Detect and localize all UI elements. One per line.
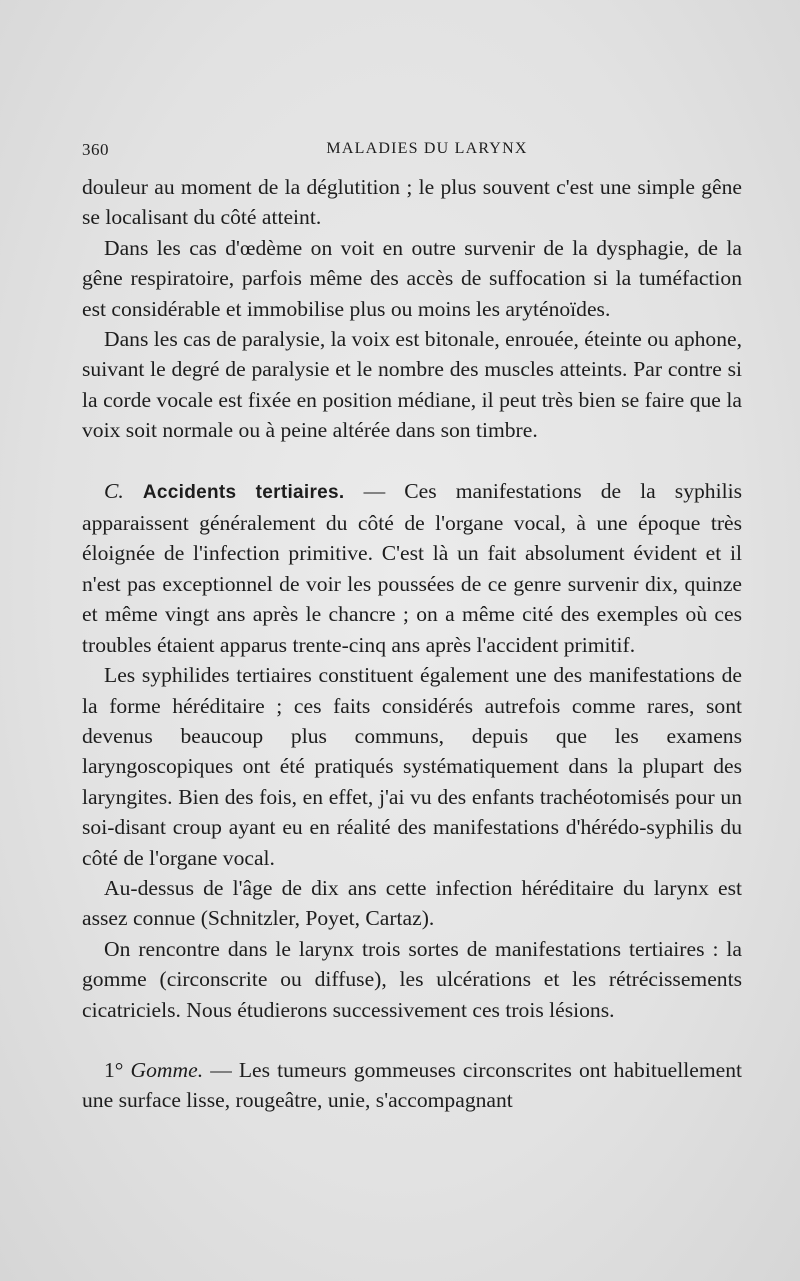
section-tertiary xyxy=(82,476,742,660)
paragraph-3: Dans les cas de paralysie, la voix est bitonale, enrouée, éteinte ou aphone, suivant le degré de paralysie et le nombre des muscles atteints. Par contre si la corde vocale est fixée en position médiane, il peut très bien se faire que la voix soit normale ou à peine altérée dans son timbre. xyxy=(82,327,742,443)
paragraph-4: Les syphilides tertiaires constituent également une des manifestations de la forme héréditaire ; ces faits considérés autrefois comme rares, sont devenus beaucoup plus communs, depuis que les examens laryngoscopiques ont été pratiqués systématiquement dans la plupart des laryngites. Bien des fois, en effet, j'ai vu des enfants trachéotomisés pour un soi-disant croup ayant eu en réalité des manifestations d'hérédo-syphilis du côté de l'organe vocal. xyxy=(82,663,742,870)
paragraph-6: On rencontre dans le larynx trois sortes de manifestations tertiaires : la gomme (circonscrite ou diffuse), les ulcérations et les rétrécissements cicatriciels. Nous étudierons successivement ces trois lésions. xyxy=(82,936,742,1022)
subsection-text: — Les tumeurs gommeuses circonscrites ont habituellement une surface lisse, rougeâtre, unie, s'accompagnant xyxy=(82,1057,742,1113)
section-title: Accidents tertiaires. xyxy=(142,481,345,503)
section-letter: C. xyxy=(104,478,124,503)
paragraph-5: Au-dessus de l'âge de dix ans cette infection héréditaire du larynx est assez connue (Schnitzler, Poyet, Cartaz). xyxy=(82,875,742,931)
subsection-gomme xyxy=(82,1055,742,1116)
page-number: 360 xyxy=(82,140,109,159)
paragraph-1: douleur au moment de la déglutition ; le plus souvent c'est une simple gêne se localisant du côté atteint. xyxy=(82,175,742,230)
paragraph-2: Dans les cas d'œdème on voit en outre survenir de la dysphagie, de la gêne respiratoire, parfois même des accès de suffocation si la tuméfaction est considérable et immobilise plus ou moins les aryténoïdes. xyxy=(82,235,742,321)
subsection-number: 1° xyxy=(104,1057,124,1082)
page-header xyxy=(82,140,742,166)
section-text: — Ces manifestations de la syphilis apparaissent généralement du côté de l'organe vocal, à une époque très éloignée de l'infection primitive. C'est là un fait absolument évident et il n'est pas exceptionnel de voir les poussées de ce genre survenir dix, quinze et même vingt ans après le chancre ; on a même cité des exemples où ces troubles étaient apparus trente-cinq ans après l'accident primitif. xyxy=(82,478,742,657)
subsection-title: Gomme. xyxy=(130,1057,204,1082)
body-text xyxy=(82,172,742,1116)
running-head: MALADIES DU LARYNX xyxy=(326,140,528,157)
